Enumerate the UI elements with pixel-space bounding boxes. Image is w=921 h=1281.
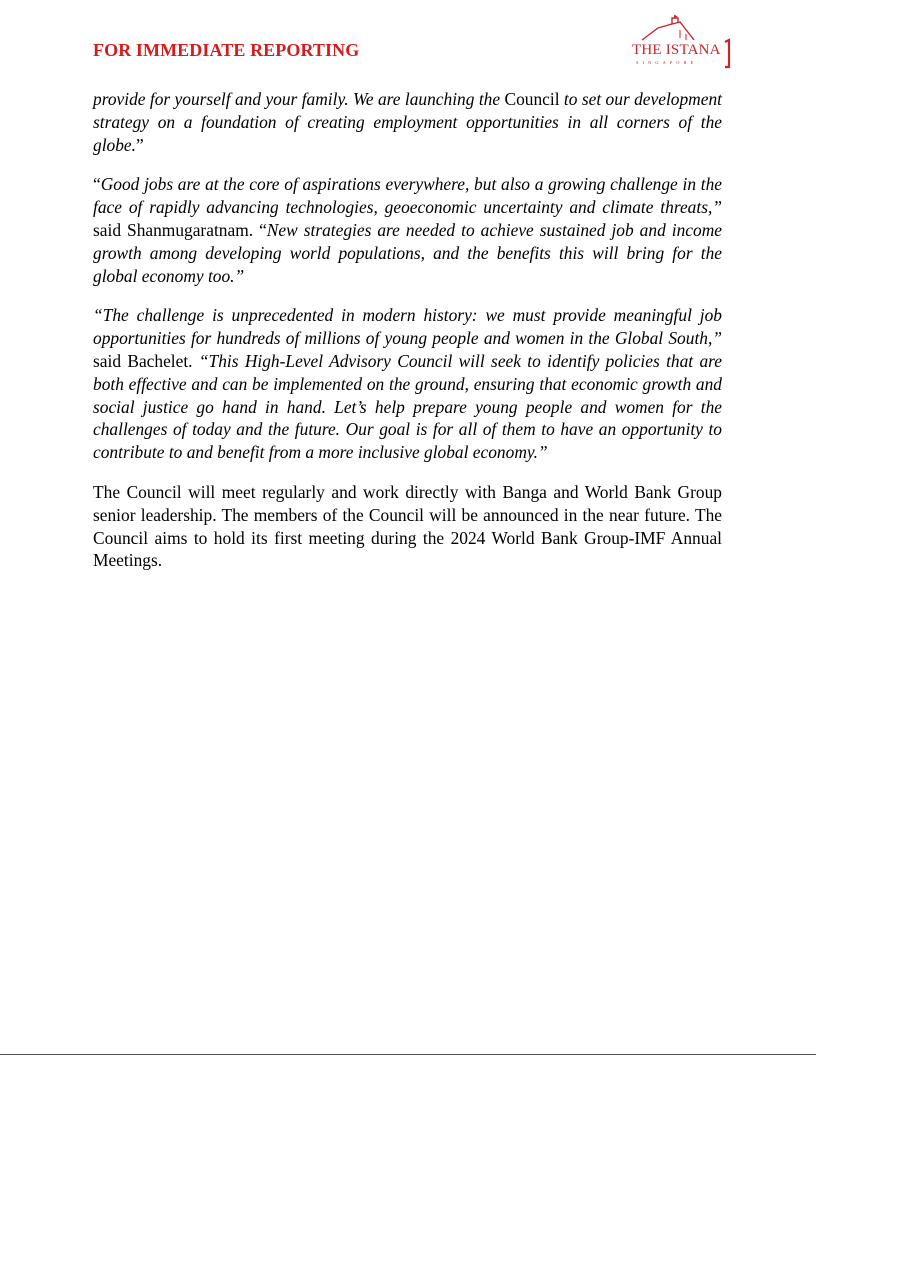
- press-release-body: [93, 88, 722, 589]
- text-segment: The Council will meet regularly and work directly with Banga and World Bank Group senior leadership. The members of the Council will be announced in the near future. The Council aims to hold its first meeting during the 2024 World Bank Group-IMF Annual Meetings.: [93, 481, 722, 571]
- paragraph-3: [93, 304, 722, 464]
- istana-logo: [628, 14, 734, 70]
- text-segment: “: [93, 174, 101, 195]
- text-segment: said Bachelet.: [93, 350, 199, 371]
- header-title: FOR IMMEDIATE REPORTING: [93, 40, 360, 60]
- text-segment: New strategies are needed to achieve sustained job and income growth among developing world populations, and the benefits this will bring for the global economy too.”: [93, 219, 722, 286]
- paragraph-4: [93, 481, 722, 572]
- text-segment: said Shanmugaratnam. “: [93, 219, 267, 240]
- text-segment: to set our development strategy on a foundation of creating employment opportunities in all corners of the globe.: [93, 89, 722, 155]
- text-segment: Good jobs are at the core of aspirations everywhere, but also a growing challenge in the face of rapidly advancing technologies, geoeconomic uncertainty and climate threats,”: [93, 174, 722, 218]
- paragraph-2: [93, 173, 722, 287]
- text-segment: ”: [135, 134, 144, 155]
- logo-text: THE ISTANA: [632, 42, 721, 58]
- footer-divider: [0, 1054, 816, 1055]
- text-segment: “This High-Level Advisory Council will seek to identify policies that are both effective and can be implemented on the ground, ensuring that economic growth and social justice go hand in hand. Let’s help prepare young people and women for the challenges of today and the future. Our goal is for all of them to have an opportunity to contribute to and benefit from a more inclusive global economy.”: [93, 350, 722, 463]
- paragraph-1: [93, 88, 722, 156]
- text-segment: “The challenge is unprecedented in modern history: we must provide meaningful job opportunities for hundreds of millions of young people and women in the Global South,”: [93, 305, 722, 349]
- text-segment: Council: [504, 89, 560, 109]
- logo-subtext: SINGAPORE: [636, 60, 698, 65]
- text-segment: provide for yourself and your family. We are launching the: [93, 89, 505, 109]
